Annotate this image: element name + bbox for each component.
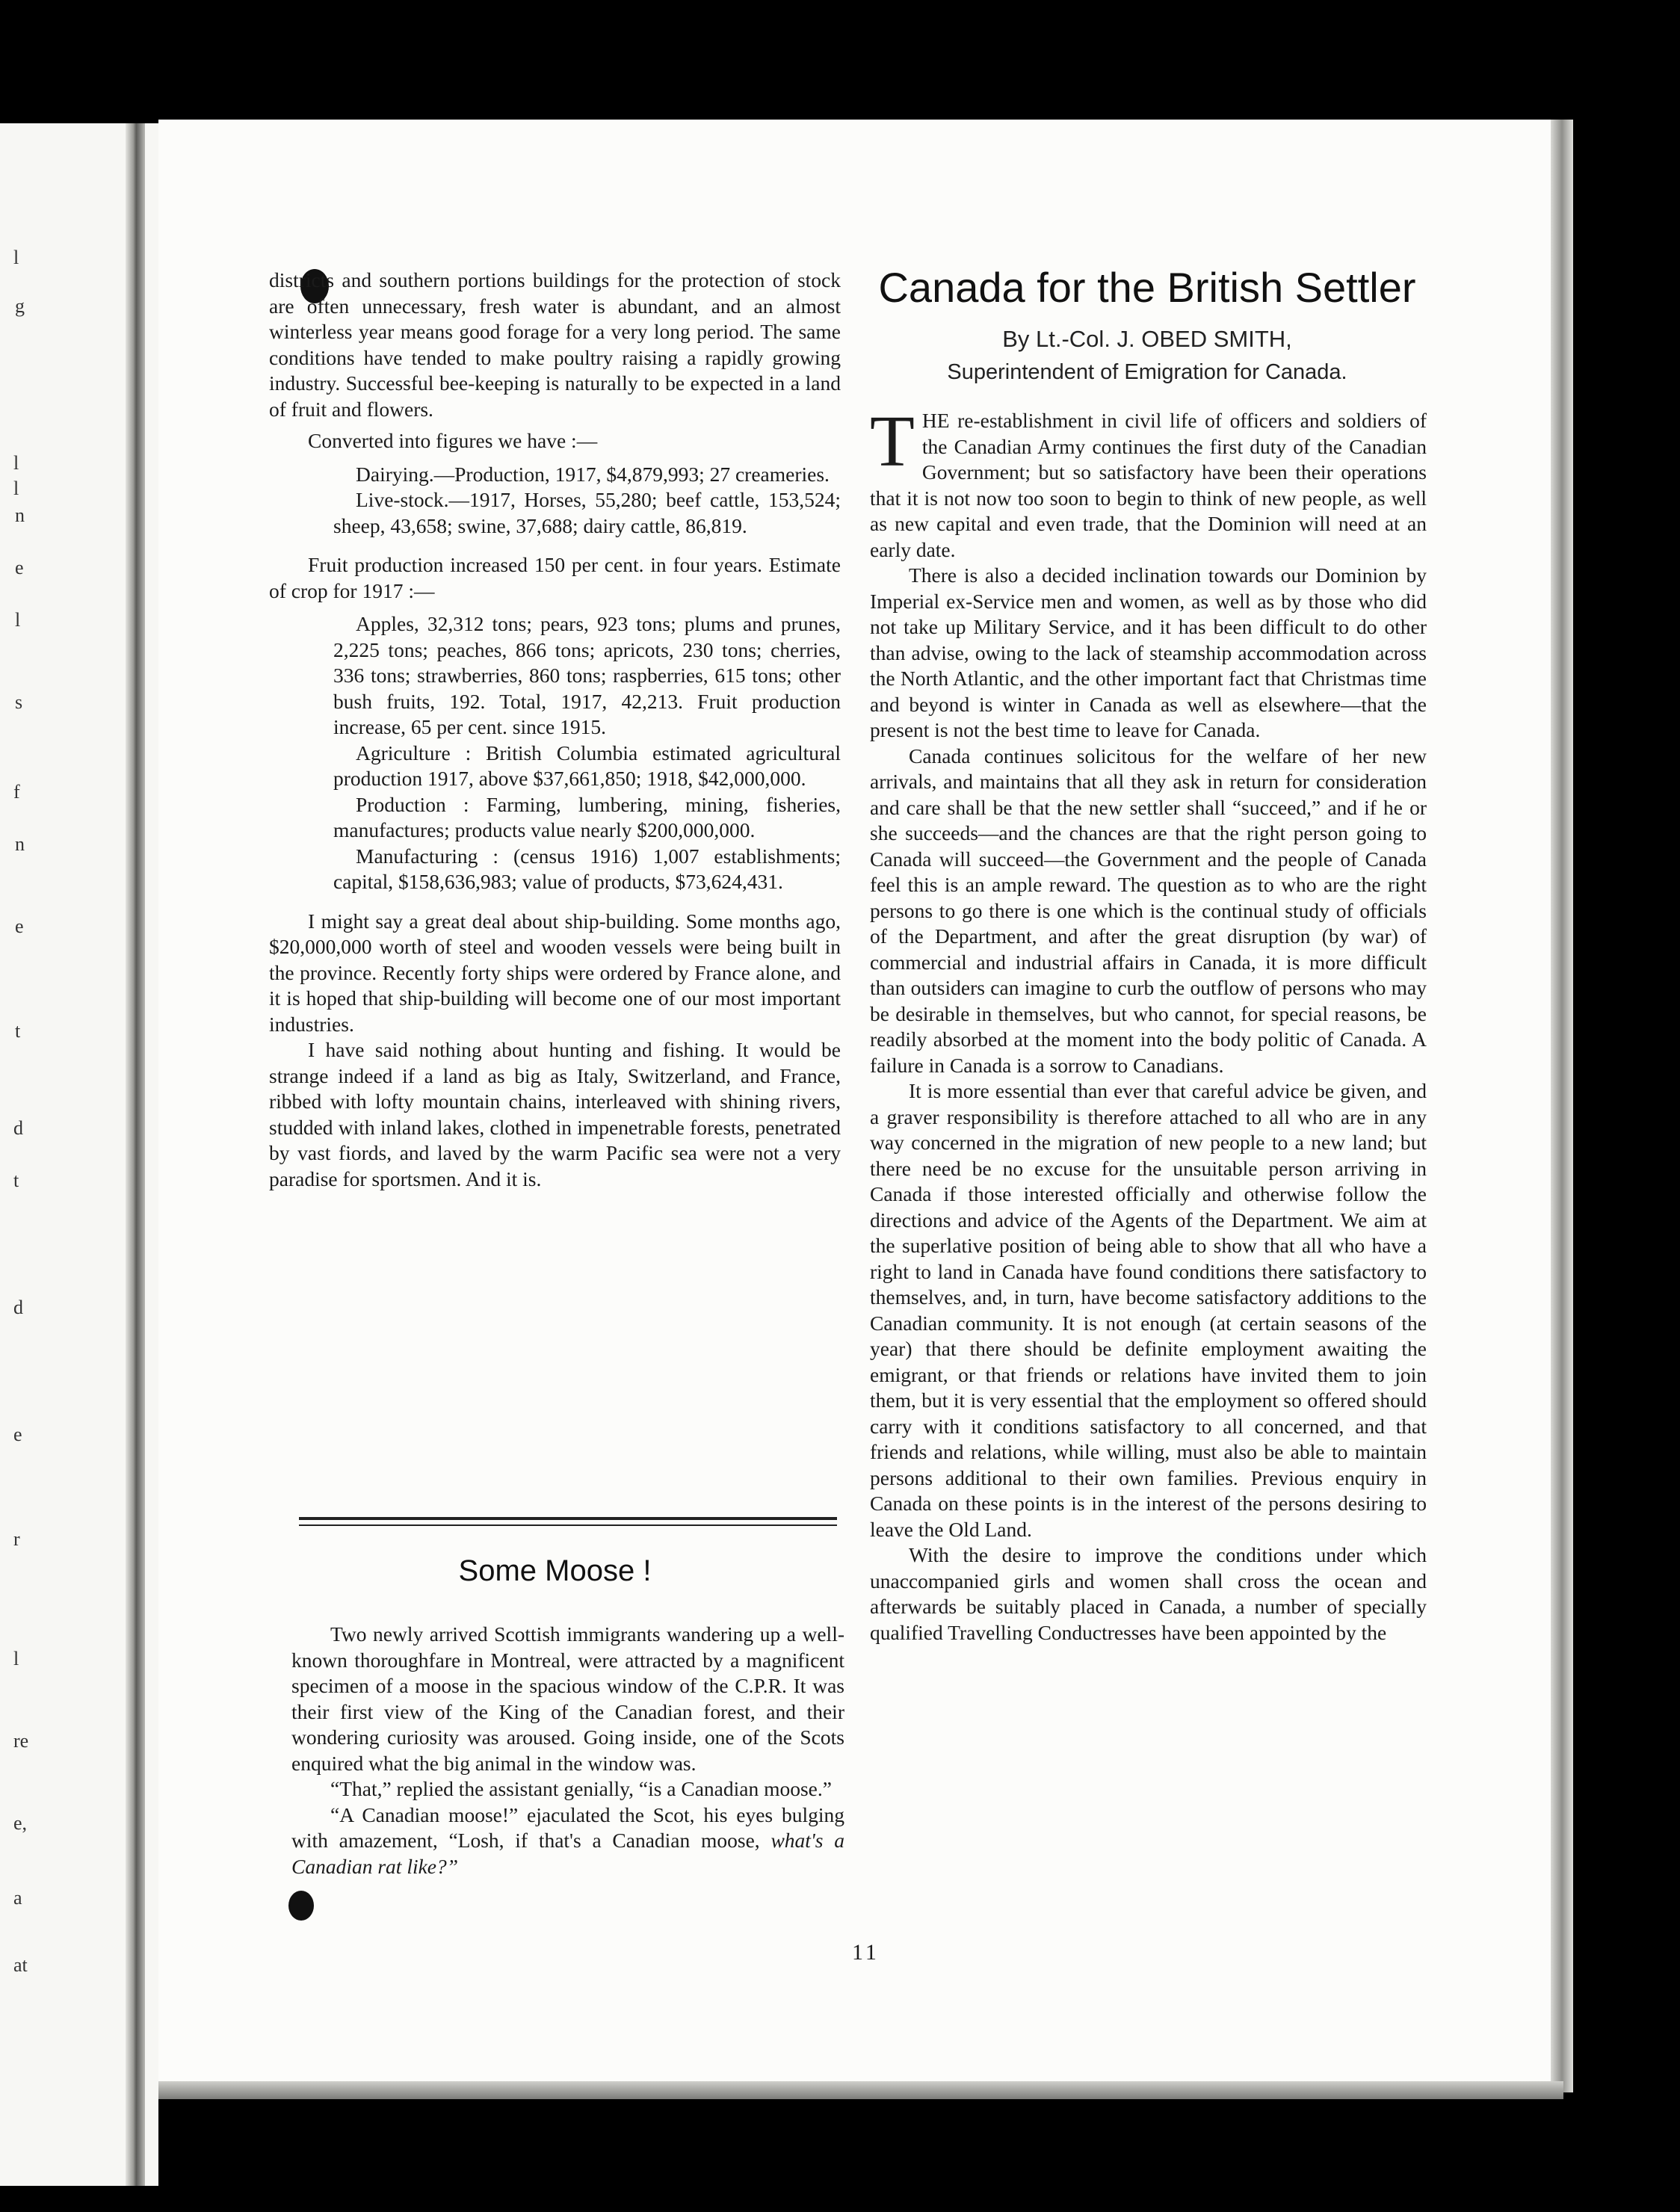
- page-edge-bottom: [158, 2081, 1563, 2099]
- agriculture-stat: Agriculture : British Columbia estimated agricultural production 1917, above $37,661,850; 1918, $42,000,000.: [333, 741, 841, 790]
- section-divider: [299, 1524, 837, 1526]
- moose-paragraph: “That,” replied the assistant genially, “is a Canadian moose.”: [330, 1777, 832, 1800]
- article-byline: By Lt.-Col. J. OBED SMITH,: [1002, 326, 1292, 352]
- left-column: [269, 268, 841, 1192]
- article-body: [870, 401, 1427, 1646]
- article-paragraph: Canada continues solicitous for the welfare of her new arrivals, and maintains that all they ask in return for consideration and care shall be that the new settler shall “succeed,” and if he or she succeeds—and the chances are that the right person going to Canada will succeed—the Government and the people of Canada feel this is an ample reward. The question as to who are the right persons to go there is one which is the continual study of officials of the Department, and after the great disruption (by war) of commercial and industrial affairs in Canada, it is more difficult than outsiders can imagine to curb the outflow of persons who may be desirable in themselves, but who cannot, for special reasons, be readily absorbed at the moment into the body politic of Canada. A failure in Canada is a sorrow to Canadians.: [870, 744, 1427, 1077]
- article-paragraph: [870, 401, 1427, 563]
- section-divider: [299, 1517, 837, 1520]
- manufacturing-stat: Manufacturing : (census 1916) 1,007 establishments; capital, $158,636,983; value of products, $73,624,431.: [333, 844, 841, 893]
- production-stat: Production : Farming, lumbering, mining, fisheries, manufactures; products value nearly $200,000,000.: [333, 792, 841, 841]
- moose-heading: Some Moose !: [458, 1554, 652, 1587]
- binding-fold: [126, 123, 145, 2186]
- article-opening: HE re-establishment in civil life of officers and soldiers of the Canadian Army continues the first duty of the Canadian Government; but so satisfactory have been their operations that it is not now too soon to begin to think of new people, as well as new capital and even trade, that the Dominion will need at an early date.: [870, 409, 1427, 561]
- fruit-stats: Apples, 32,312 tons; pears, 923 tons; plums and prunes, 2,225 tons; peaches, 866 tons; apricots, 230 tons; cherries, 336 tons; strawberries, 860 tons; raspberries, 615 tons; other bush fruits, 192. Total, 1917, 42,213. Fruit production increase, 65 per cent. since 1915.: [333, 612, 841, 738]
- stats-block-dairy: [333, 462, 841, 540]
- article-author-title: Superintendent of Emigration for Canada.: [947, 360, 1347, 384]
- shipbuilding-paragraph: I might say a great deal about ship-building. Some months ago, $20,000,000 worth of steel and wooden vessels were being built in the province. Recently forty ships were ordered by France alone, and it is hoped that ship-building will become one of our most important industries.: [269, 909, 841, 1036]
- livestock-stat: Live-stock.—1917, Horses, 55,280; beef cattle, 153,524; sheep, 43,658; swine, 37,688; dairy cattle, 86,819.: [333, 488, 841, 537]
- page-edge-right: [1551, 120, 1573, 2092]
- moose-punchline: what's a Canadian rat like?”: [291, 1829, 844, 1878]
- moose-story: [291, 1622, 844, 1879]
- figures-lead: Converted into figures we have :—: [308, 429, 598, 452]
- hunting-paragraph: I have said nothing about hunting and fishing. It would be strange indeed if a land as big as Italy, Switzerland, and France, ribbed with lofty mountain chains, interleaved with shining rivers, studded with inland lakes, clothed in impenetrable forests, penetrated by vast fiords, and laved by the warm Pacific sea were not a very paradise for sportsmen. And it is.: [269, 1038, 841, 1190]
- drop-cap: T: [870, 401, 915, 482]
- moose-paragraph: Two newly arrived Scottish immigrants wandering up a well-known thoroughfare in Montreal, were attracted by a magnificent specimen of a moose in the spacious window of the C.P.R. It was their first view of the King of the Canadian forest, and their wondering curiosity was aroused. Going inside, one of the Scots enquired what the big animal in the window was.: [291, 1622, 844, 1775]
- article-paragraph: It is more essential than ever that careful advice be given, and a graver responsibility is therefore attached to all who are in any way concerned in the migration of new people to a new land; but there need be no excuse for the unsuitable person arriving in Canada if those interested officially and otherwise follow the directions and advice of the Agents of the Department. We aim at the superlative position of being able to show that all who have a right to land in Canada have found conditions there satisfactory to themselves, and, in turn, have become satisfactory additions to the Canadian community. It is not enough (at certain seasons of the year) that there should be definite employment awaiting the emigrant, or that friends or relations have invited them to join them, but it is very essential that the employment so offered should carry with it conditions satisfactory to all concerned, and that friends and relations, while willing, must also be able to maintain persons additional to their own families. Previous enquiry in Canada on these points is in the interest of the persons desiring to leave the Old Land.: [870, 1079, 1427, 1541]
- article-paragraph: With the desire to improve the conditions under which unaccompanied girls and women shall cross the ocean and afterwards be suitably placed in Canada, a number of specially qualified Travelling Conductresses have been appointed by the: [870, 1543, 1427, 1644]
- fruit-lead: Fruit production increased 150 per cent. in four years. Estimate of crop for 1917 :—: [269, 553, 841, 602]
- moose-paragraph: [291, 1802, 844, 1880]
- ink-blot: [288, 1891, 314, 1921]
- dairying-stat: Dairying.—Production, 1917, $4,879,993; 27 creameries.: [356, 462, 830, 486]
- article-paragraph: There is also a decided inclination towards our Dominion by Imperial ex-Service men and women, as well as by those who did not take up Military Service, and it has been difficult to do other than advise, owing to the lack of steamship accommodation across the North Atlantic, and the other important fact that Christmas time and beyond is winter in Canada as well as elsewhere—that the present is not the best time to leave for Canada.: [870, 563, 1427, 741]
- facing-page-text-edge: l g l l n e l s f n e t d t d e r l re e, a at: [13, 247, 29, 1976]
- page-number: 11: [852, 1940, 880, 1965]
- intro-paragraph: districts and southern portions buildings for the protection of stock are often unnecessary, fresh water is abundant, and an almost winterless year means good forage for a very long period. The same conditions have tended to make poultry raising a rapidly growing industry. Successful bee-keeping is naturally to be expected in a land of fruit and flowers.: [269, 268, 841, 421]
- stats-block-fruit: [333, 611, 841, 895]
- article-title: Canada for the British Settler: [878, 264, 1416, 311]
- moose-quote: “A Canadian moose!” ejaculated the Scot, his eyes bulging with amazement, “Losh, if that's a Canadian moose,: [291, 1802, 844, 1852]
